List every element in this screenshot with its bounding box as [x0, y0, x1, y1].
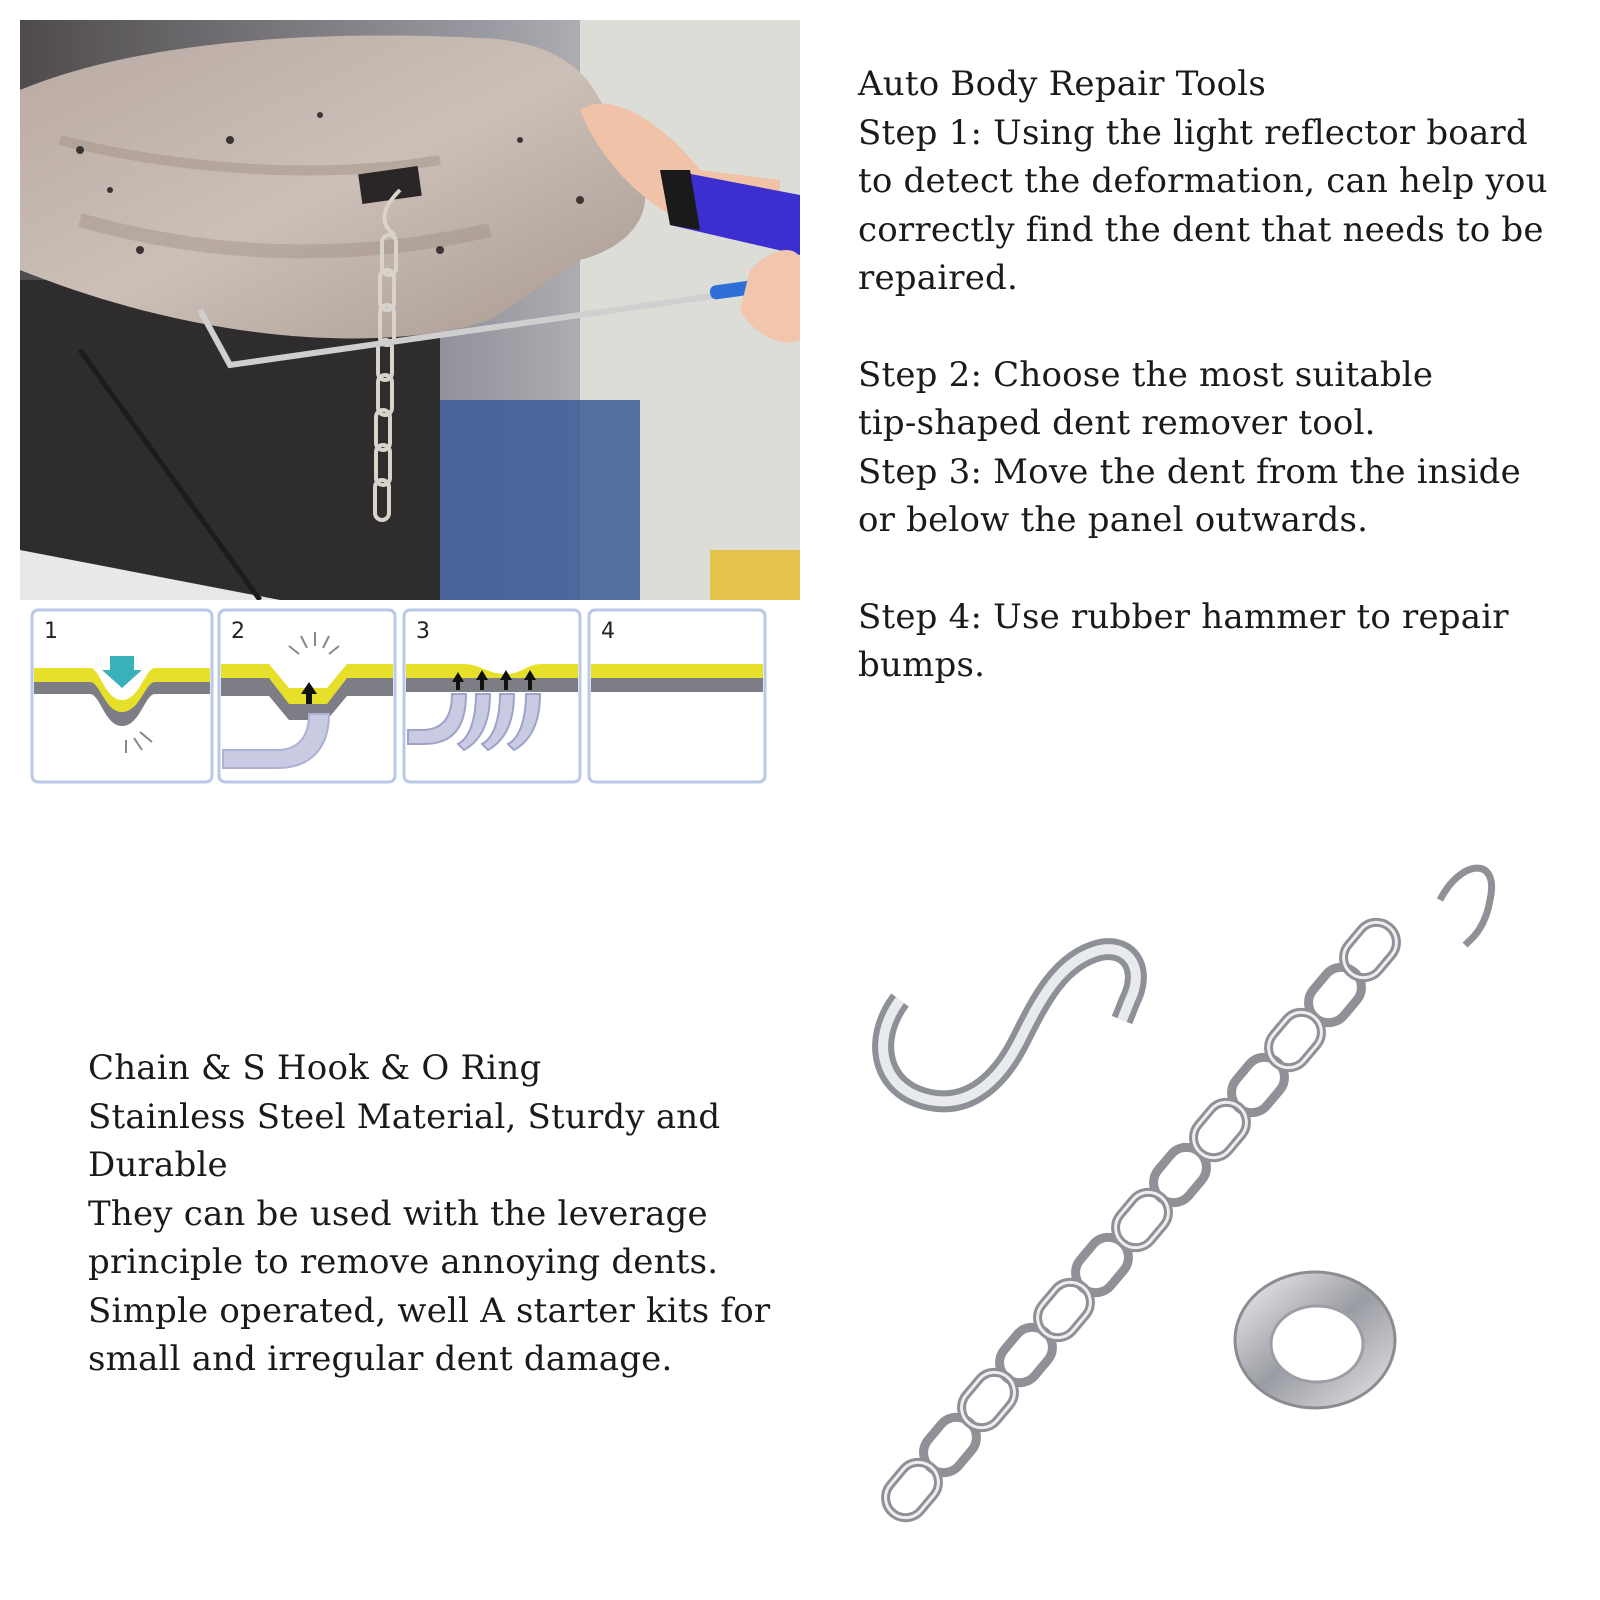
step-1-line-1: Step 1: Using the light reflector board [858, 112, 1528, 153]
description-line-6: small and irregular dent damage. [88, 1339, 673, 1379]
section-title: Auto Body Repair Tools [858, 64, 1267, 104]
diagram-panel-4 [589, 610, 765, 782]
diagram-panel-number-2: 2 [231, 619, 245, 644]
product-description-text [88, 1044, 808, 1384]
description-line-2: Durable [88, 1145, 228, 1185]
diagram-panel-3 [404, 610, 580, 782]
step-4-line-1: Step 4: Use rubber hammer to repair [858, 596, 1509, 637]
dent-repair-steps-diagram [30, 608, 790, 786]
diagram-panel-1 [32, 610, 212, 782]
diagram-panel-number-4: 4 [601, 619, 615, 644]
description-line-3: They can be used with the leverage [88, 1193, 708, 1234]
step-3-line-1: Step 3: Move the dent from the inside [858, 451, 1521, 492]
description-line-5: Simple operated, well A starter kits for [88, 1290, 771, 1331]
step-2-line-1: Step 2: Choose the most suitable [858, 354, 1434, 395]
step-2-line-2: tip-shaped dent remover tool. [858, 403, 1376, 443]
step-4-line-2: bumps. [858, 645, 986, 685]
s-hook-icon [883, 949, 1136, 1101]
o-ring-icon [1235, 1272, 1395, 1408]
diagram-panel-2 [219, 610, 395, 782]
chain-icon [877, 868, 1491, 1526]
step-1-line-2: to detect the deformation, can help you [858, 161, 1548, 201]
diagram-panel-number-3: 3 [416, 619, 430, 644]
step-3-line-2: or below the panel outwards. [858, 500, 1369, 540]
description-line-4: principle to remove annoying dents. [88, 1242, 719, 1282]
chain-hook-ring-product-image [860, 860, 1560, 1540]
description-line-1: Stainless Steel Material, Sturdy and [88, 1096, 721, 1137]
step-1-line-3: correctly find the dent that needs to be [858, 209, 1544, 250]
repair-steps-text [858, 60, 1578, 690]
car-hood-repair-photo [20, 20, 800, 600]
diagram-panel-number-1: 1 [44, 619, 58, 644]
product-title: Chain & S Hook & O Ring [88, 1048, 542, 1088]
step-1-line-4: repaired. [858, 258, 1019, 298]
